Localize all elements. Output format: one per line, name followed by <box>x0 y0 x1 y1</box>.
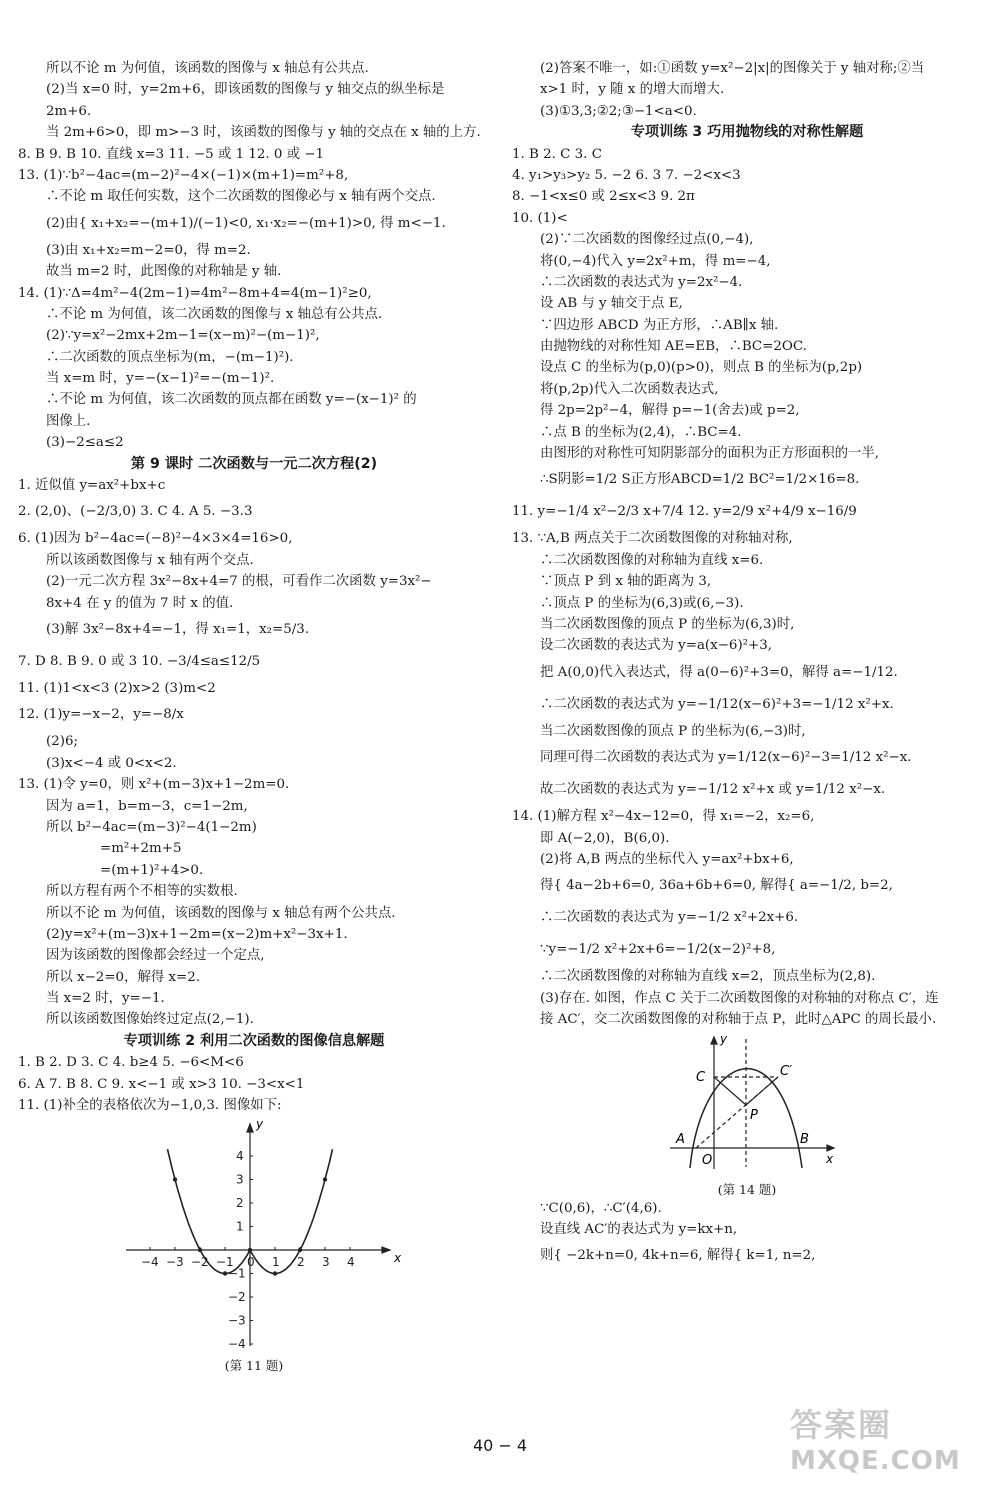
section-heading: 专项训练 2 利用二次函数的图像信息解题 <box>123 1032 385 1049</box>
left-answer-lines <box>18 58 490 1116</box>
answer-line: ∵y=−1/2 x²+2x+6=−1/2(x−2)²+8, <box>540 942 776 958</box>
curve-point <box>298 1248 302 1252</box>
x-tick-label: 4 <box>347 1255 355 1270</box>
right-column <box>512 58 982 1272</box>
answer-line: ∴二次函数的表达式为 y=−1/2 x²+2x+6. <box>540 910 799 926</box>
y-tick-label: −3 <box>228 1313 246 1328</box>
answer-line: ∴二次函数的表达式为 y=−1/12(x−6)²+3=−1/12 x²+x. <box>540 696 894 712</box>
answer-line: 13. (1)令 y=0，则 x²+(m−3)x+1−2m=0. <box>18 777 290 793</box>
answer-line: (2)y=x²+(m−3)x+1−2m=(x−2)m+x²−3x+1. <box>46 926 348 942</box>
y-tick-label: 4 <box>236 1149 244 1164</box>
answer-line: 设二次函数的表达式为 y=a(x−6)²+3, <box>540 638 773 654</box>
y-tick-label: −1 <box>228 1266 246 1281</box>
answer-line: (2)将 A,B 两点的坐标代入 y=ax²+bx+6, <box>540 851 794 867</box>
answer-line: (3)x<−4 或 0<x<2. <box>46 755 177 771</box>
right-answer-lines <box>512 58 982 1031</box>
answer-line: 6. A 7. B 8. C 9. x<−1 或 x>3 10. −3<x<1 <box>18 1076 305 1092</box>
label-P: P <box>750 1107 758 1123</box>
answer-line: 7. D 8. B 9. 0 或 3 10. −3/4≤a≤12/5 <box>18 653 261 669</box>
x-tick-label: 2 <box>297 1255 305 1270</box>
answer-line: 故当 m=2 时，此图像的对称轴是 y 轴. <box>46 264 282 280</box>
answer-line: 所以不论 m 为何值，该函数的图像与 x 轴总有两个公共点. <box>46 905 396 921</box>
answer-line: (3)存在. 如图，作点 C 关于二次函数图像的对称轴的对称点 C′，连 <box>540 990 939 1006</box>
answer-line: ∴二次函数的表达式为 y=2x²−4. <box>540 274 743 290</box>
page-number: 40 − 4 <box>472 1436 528 1455</box>
answer-line: 12. (1)y=−x−2，y=−8/x <box>18 707 184 723</box>
answer-line: 设 AB 与 y 轴交于点 E, <box>540 296 683 312</box>
parabola-graph-14 <box>662 1031 842 1176</box>
answer-line: ∴二次函数图像的对称轴为直线 x=6. <box>540 552 764 568</box>
answer-line: 所以该函数图像始终过定点(2,−1). <box>46 1012 254 1028</box>
answer-line: 接 AC′，交二次函数图像的对称轴于点 P，此时△APC 的周长最小. <box>540 1012 937 1028</box>
answer-line: 14. (1)解方程 x²−4x−12=0，得 x₁=−2，x₂=6, <box>512 809 815 825</box>
answer-line: 由图形的对称性可知阴影部分的面积为正方形面积的一半, <box>540 446 880 462</box>
answer-line: 所以 x−2=0，解得 x=2. <box>46 969 201 985</box>
answer-line: 因为 a=1，b=m−3，c=1−2m, <box>46 798 248 814</box>
y-tick-label: −4 <box>228 1337 246 1352</box>
answer-line: 2. (2,0)、(−2/3,0) 3. C 4. A 5. −3.3 <box>18 504 253 520</box>
curve-point <box>198 1248 202 1252</box>
x-tick-label: −2 <box>191 1255 209 1270</box>
answer-line: ∵四边形 ABCD 为正方形，∴AB∥x 轴. <box>540 317 779 333</box>
label-C: C <box>696 1069 706 1085</box>
y-tick-label: 3 <box>236 1172 244 1187</box>
answer-line: ∴不论 m 为何值，该二次函数的图像与 x 轴总有公共点. <box>46 306 383 322</box>
answer-line: (2)当 x=0 时，y=2m+6，即该函数的图像与 y 轴交点的纵坐标是 <box>46 82 445 98</box>
answer-line: 则{ −2k+n=0, 4k+n=6, 解得{ k=1, n=2, <box>540 1248 816 1264</box>
label-B: B <box>800 1131 809 1147</box>
answer-line: 由抛物线的对称性知 AE=EB，∴BC=2OC. <box>540 339 807 355</box>
x-tick-label: −1 <box>216 1255 234 1270</box>
x-tick-label: 1 <box>272 1255 280 1270</box>
answer-line: 所以方程有两个不相等的实数根. <box>46 884 238 900</box>
y-tick-label: 2 <box>236 1196 244 1211</box>
answer-line: (2)∵二次函数的图像经过点(0,−4), <box>540 232 754 248</box>
answer-line: (3)①3,3;②2;③−1<a<0. <box>540 103 697 119</box>
y-axis-label: y <box>256 1117 264 1132</box>
answer-line: 得 2p=2p²−4，解得 p=−1(舍去)或 p=2, <box>540 403 800 419</box>
answer-line: =(m+1)²+4>0. <box>100 862 204 878</box>
answer-line: 当二次函数图像的顶点 P 的坐标为(6,3)时, <box>540 616 795 632</box>
answer-line: 10. (1)< <box>512 210 568 226</box>
figure-11 <box>18 1116 490 1374</box>
answer-line: 故二次函数的表达式为 y=−1/12 x²+x 或 y=1/12 x²−x. <box>540 782 886 798</box>
section-heading: 第 9 课时 二次函数与一元二次方程(2) <box>130 455 378 472</box>
answer-line: 2m+6. <box>46 103 92 119</box>
answer-line: ∴不论 m 取任何实数，这个二次函数的图像必与 x 轴有两个交点. <box>46 189 436 205</box>
answer-line: ∴二次函数的顶点坐标为(m，−(m−1)²). <box>46 349 294 365</box>
answer-line: 6. (1)因为 b²−4ac=(−8)²−4×3×4=16>0, <box>18 531 293 547</box>
answer-line: (3)−2≤a≤2 <box>46 435 124 451</box>
figure-11-caption: (第 11 题) <box>224 1358 284 1374</box>
curve-point <box>173 1178 177 1182</box>
answer-line: 13. ∵A,B 两点关于二次函数图像的对称轴对称, <box>512 531 793 547</box>
answer-line: 同理可得二次函数的表达式为 y=1/12(x−6)²−3=1/12 x²−x. <box>540 750 912 766</box>
label-A: A <box>676 1131 685 1147</box>
y-tick-label: −2 <box>228 1290 246 1305</box>
answer-line: (2)一元二次方程 3x²−8x+4=7 的根，可看作二次函数 y=3x²− <box>46 574 432 590</box>
answer-line: 4. y₁>y₃>y₂ 5. −2 6. 3 7. −2<x<3 <box>512 167 741 183</box>
answer-line: 14. (1)∵Δ=4m²−4(2m−1)=4m²−8m+4=4(m−1)²≥0, <box>18 285 372 301</box>
answer-line: (3)解 3x²−8x+4=−1，得 x₁=1，x₂=5/3. <box>46 621 310 637</box>
answer-line: 所以该函数图像与 x 轴有两个交点. <box>46 552 254 568</box>
x-tick-label: 3 <box>322 1255 330 1270</box>
answer-line: ∵顶点 P 到 x 轴的距离为 3, <box>540 574 712 590</box>
answer-line: 11. y=−1/4 x²−2/3 x+7/4 12. y=2/9 x²+4/9 x−16/9 <box>512 504 857 520</box>
answer-line: 图像上. <box>46 413 91 429</box>
answer-line: (2)答案不唯一，如:①函数 y=x²−2|x|的图像关于 y 轴对称;②当 <box>540 61 925 76</box>
answer-line: 当 x=2 时，y=−1. <box>46 991 165 1007</box>
figure-14 <box>512 1031 982 1198</box>
answer-line: (2)∵y=x²−2mx+2m−1=(x−m)²−(m−1)², <box>46 328 320 344</box>
label-C-prime: C′ <box>780 1063 793 1079</box>
curve-point <box>248 1248 252 1252</box>
y-axis-label: y <box>720 1031 728 1046</box>
x-axis-label: x <box>394 1251 402 1266</box>
watermark-url: MXQE.COM <box>790 1446 961 1476</box>
answer-line: (3)由 x₁+x₂=m−2=0，得 m=2. <box>46 242 251 258</box>
answer-line: 11. (1)1<x<3 (2)x>2 (3)m<2 <box>18 680 216 696</box>
watermark <box>790 1400 990 1480</box>
answer-line: 8. B 9. B 10. 直线 x=3 11. −5 或 1 12. 0 或 −1 <box>18 146 325 162</box>
answer-line: ∵C(0,6)，∴C′(4,6). <box>540 1200 662 1216</box>
answer-line: 将(0,−4)代入 y=2x²+m，得 m=−4, <box>540 253 771 269</box>
answer-line: 1. B 2. C 3. C <box>512 146 602 162</box>
answer-line: 将(p,2p)代入二次函数表达式, <box>540 381 719 397</box>
right-answer-lines-continued <box>512 1198 982 1273</box>
answer-line: 1. 近似值 y=ax²+bx+c <box>18 478 166 494</box>
answer-line: ∴不论 m 为何值，该二次函数的顶点都在函数 y=−(x−1)² 的 <box>46 392 417 408</box>
answer-line: 11. (1)补全的表格依次为−1,0,3. 图像如下: <box>18 1098 282 1114</box>
answer-line: ∴顶点 P 的坐标为(6,3)或(6,−3). <box>540 595 744 611</box>
watermark-title: 答案圈 <box>790 1406 893 1444</box>
answer-line: 1. B 2. D 3. C 4. b≥4 5. −6<M<6 <box>18 1055 244 1071</box>
answer-line: ∴二次函数图像的对称轴为直线 x=2，顶点坐标为(2,8). <box>540 969 876 985</box>
x-tick-label: −3 <box>166 1255 184 1270</box>
label-O: O <box>702 1152 713 1168</box>
answer-line: (2)6; <box>46 734 78 750</box>
curve-point <box>273 1272 277 1276</box>
answer-line: ∴S阴影=1/2 S正方形ABCD=1/2 BC²=1/2×16=8. <box>540 472 860 488</box>
answer-line: ∴点 B 的坐标为(2,4)，∴BC=4. <box>540 424 742 440</box>
answer-line: 即 A(−2,0)，B(6,0). <box>540 830 670 846</box>
section-heading: 专项训练 3 巧用抛物线的对称性解题 <box>630 124 864 141</box>
answer-line: 设直线 AC′的表达式为 y=kx+n, <box>540 1221 738 1237</box>
answer-line: =m²+2m+5 <box>100 841 182 857</box>
curve-point <box>323 1178 327 1182</box>
answer-line: 把 A(0,0)代入表达式，得 a(0−6)²+3=0，解得 a=−1/12. <box>540 664 898 680</box>
answer-line: (2)由{ x₁+x₂=−(m+1)/(−1)<0, x₁·x₂=−(m+1)>0, 得 m<−1. <box>46 215 446 231</box>
left-column <box>18 58 490 1374</box>
answer-line: 当 x=m 时，y=−(x−1)²=−(m−1)². <box>46 371 275 387</box>
parabola-graph-11 <box>118 1116 418 1352</box>
y-tick-label: 1 <box>236 1219 244 1234</box>
answer-line: 当 2m+6>0，即 m>−3 时，该函数的图像与 y 轴的交点在 x 轴的上方. <box>46 125 481 141</box>
x-tick-label: −4 <box>141 1255 159 1270</box>
answer-line: 得{ 4a−2b+6=0, 36a+6b+6=0, 解得{ a=−1/2, b=2, <box>540 878 893 894</box>
x-axis-label: x <box>826 1151 834 1166</box>
answer-line: 因为该函数的图像都会经过一个定点, <box>46 948 265 964</box>
answer-line: 当二次函数图像的顶点 P 的坐标为(6,−3)时, <box>540 723 806 739</box>
answer-line: 所以 b²−4ac=(m−3)²−4(1−2m) <box>46 819 257 835</box>
answer-line: 所以不论 m 为何值，该函数的图像与 x 轴总有公共点. <box>46 61 369 76</box>
figure-14-caption: (第 14 题) <box>717 1181 777 1197</box>
curve-point <box>223 1272 227 1276</box>
answer-line: 8. −1<x≤0 或 2≤x<3 9. 2π <box>512 189 695 205</box>
answer-line: 8x+4 在 y 的值为 7 时 x 的值. <box>46 595 234 611</box>
answer-line: 13. (1)∵b²−4ac=(m−2)²−4×(−1)×(m+1)=m²+8, <box>18 167 349 183</box>
answer-line: 设点 C 的坐标为(p,0)(p>0)，则点 B 的坐标为(p,2p) <box>540 360 863 376</box>
x-tick-label: 0 <box>247 1255 255 1270</box>
answer-line: x>1 时，y 随 x 的增大而增大. <box>540 82 725 98</box>
